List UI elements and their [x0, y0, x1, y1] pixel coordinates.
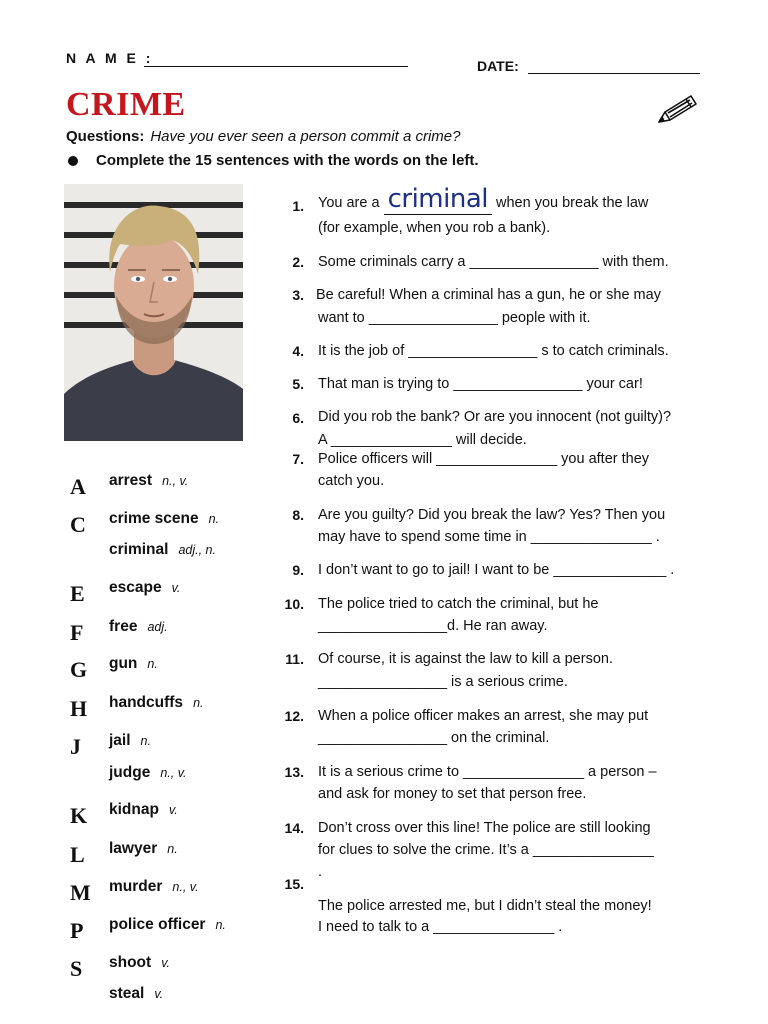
word-bank-item: judge n., v.: [109, 764, 187, 781]
question-number: 5.: [292, 376, 304, 392]
question-line: Did you rob the bank? Or are you innocent (not guilty)?: [318, 409, 672, 425]
question-number: 6.: [292, 410, 304, 426]
handwritten-answer: criminal: [387, 184, 488, 214]
word-bank-letter: S: [70, 956, 83, 981]
word-bank-letter: C: [70, 512, 86, 537]
mugshot-photo: [64, 184, 243, 441]
question-number: 11.: [285, 651, 304, 667]
word-bank-item: gun n.: [109, 655, 158, 672]
question-line: When a police officer makes an arrest, she may put: [318, 708, 649, 724]
word-bank-item: criminal adj., n.: [109, 541, 216, 558]
question-number: 9.: [292, 562, 304, 578]
word-bank-item: free adj.: [109, 618, 168, 635]
question-line: I don’t want to go to jail! I want to be ______________ .: [318, 562, 675, 578]
name-field-line[interactable]: [144, 66, 408, 67]
instructions: [66, 152, 479, 169]
question-line: and ask for money to set that person free.: [318, 786, 587, 802]
date-field-line[interactable]: [528, 73, 700, 74]
bullet-icon: [68, 156, 78, 166]
word-bank-item: jail n.: [109, 732, 151, 749]
instructions-text: Complete the 15 sentences with the words on the left.: [96, 152, 479, 169]
question-number: 4.: [292, 343, 304, 359]
question-line: ________________ is a serious crime.: [318, 674, 568, 690]
word-bank-letter: M: [70, 880, 91, 905]
question-line: Police officers will _______________ you after they: [318, 451, 650, 467]
question-number: 2.: [292, 254, 304, 270]
question-line: You are a criminal when you break the law: [318, 184, 649, 214]
pencil-icon: [655, 92, 699, 126]
word-bank-item: murder n., v.: [109, 878, 199, 895]
word-bank-item: crime scene n.: [109, 510, 220, 527]
question-number: 8.: [292, 507, 304, 523]
word-bank-letter: G: [70, 657, 88, 682]
question-number: 15.: [284, 876, 304, 892]
word-bank-item: steal v.: [109, 985, 164, 1002]
question-number: 12.: [284, 708, 304, 724]
word-bank-item: escape v.: [109, 579, 181, 596]
question-number: 13.: [284, 764, 304, 780]
question-line: (for example, when you rob a bank).: [318, 220, 551, 236]
word-bank-letter: F: [70, 620, 84, 645]
answer-blank[interactable]: [384, 184, 492, 215]
questions-text: Have you ever seen a person commit a crime?: [150, 128, 461, 145]
word-bank-letter: J: [70, 734, 81, 759]
word-bank-item: handcuffs n.: [109, 694, 204, 711]
page-title: CRIME: [66, 86, 186, 123]
question-line: A _______________ will decide.: [318, 432, 527, 448]
question-line: ________________d. He ran away.: [318, 618, 548, 634]
question-line: It is a serious crime to _______________ a person –: [318, 764, 657, 780]
word-bank-letter: L: [70, 842, 85, 867]
question-line: may have to spend some time in _______________ .: [318, 529, 660, 545]
question-number: 10.: [284, 596, 304, 612]
question-line: Be careful! When a criminal has a gun, he or she may: [316, 287, 661, 303]
questions-label: Questions:: [66, 128, 145, 145]
word-bank-letter: P: [70, 918, 84, 943]
word-bank-item: kidnap v.: [109, 801, 178, 818]
word-bank-letter: A: [70, 474, 86, 499]
question-number: 3.: [292, 287, 304, 303]
question-line: for clues to solve the crime. It’s a _______________: [318, 842, 654, 858]
question-line: I need to talk to a _______________ .: [318, 919, 563, 935]
question-number: 14.: [284, 820, 304, 836]
question-number: 1.: [292, 198, 304, 214]
word-bank-letter: K: [70, 803, 88, 828]
question-line: want to ________________ people with it.: [318, 310, 591, 326]
word-bank-letter: H: [70, 696, 88, 721]
question-line: The police arrested me, but I didn’t steal the money!: [318, 898, 652, 914]
word-bank-item: police officer n.: [109, 916, 226, 933]
questions-prompt: [66, 128, 460, 145]
question-line: catch you.: [318, 473, 385, 489]
question-line: Are you guilty? Did you break the law? Yes? Then you: [318, 507, 666, 523]
question-line: It is the job of ________________ s to catch criminals.: [318, 343, 669, 359]
question-line: That man is trying to ________________ your car!: [318, 376, 643, 392]
date-label: DATE:: [477, 58, 519, 74]
question-line: The police tried to catch the criminal, but he: [318, 596, 599, 612]
question-line: Of course, it is against the law to kill a person.: [318, 651, 613, 667]
word-bank-letter: E: [70, 581, 85, 606]
word-bank-item: arrest n., v.: [109, 472, 189, 489]
question-line: Don’t cross over this line! The police are still looking: [318, 820, 651, 836]
word-bank-item: lawyer n.: [109, 840, 178, 857]
question-line: Some criminals carry a ________________ with them.: [318, 254, 669, 270]
name-label: N A M E :: [66, 50, 154, 66]
question-line: .: [318, 864, 323, 880]
question-line: ________________ on the criminal.: [318, 730, 550, 746]
word-bank-item: shoot v.: [109, 954, 170, 971]
question-number: 7.: [292, 451, 304, 467]
